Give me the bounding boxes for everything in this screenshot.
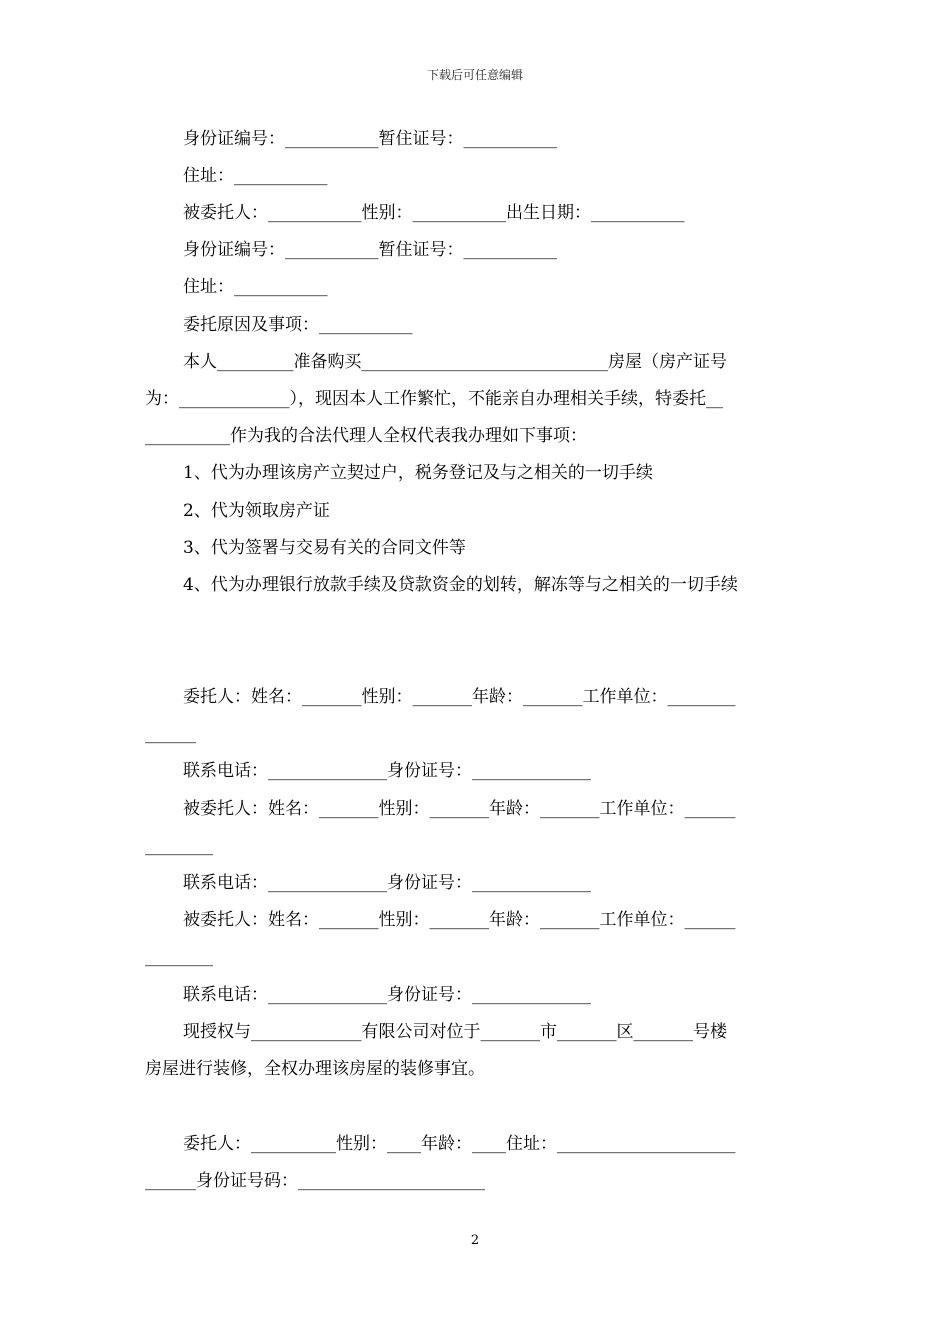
text-line: 住址：___________ [183, 166, 328, 186]
text-line: 联系电话：______________身份证号：______________ [183, 985, 591, 1005]
text-line: 身份证编号：___________暂住证号：___________ [183, 129, 557, 149]
text-line: 委托人：姓名：_______性别：_______年龄：_______工作单位：________ [183, 687, 736, 707]
page-number: 2 [470, 1233, 480, 1248]
text-line: 联系电话：______________身份证号：______________ [183, 761, 591, 781]
text-line: ______ [145, 724, 196, 744]
text-line: 本人_________准备购买_____________________________房屋（房产证号 [183, 352, 727, 372]
text-line: ________ [145, 947, 213, 967]
text-line: 2、代为领取房产证 [183, 501, 330, 521]
text-line: 被委托人：___________性别：___________出生日期：___________ [183, 203, 685, 223]
text-line: 被委托人：姓名：_______性别：_______年龄：_______工作单位：______ [183, 910, 736, 930]
text-line: 1、代为办理该房产立契过户，税务登记及与之相关的一切手续 [183, 463, 653, 483]
text-line: 身份证编号：___________暂住证号：___________ [183, 240, 557, 260]
page-header: 下载后可任意编辑 [426, 68, 523, 82]
text-line: __________作为我的合法代理人全权代表我办理如下事项： [145, 426, 587, 446]
text-line: 为：_____________），现因本人工作繁忙，不能亲自办理相关手续，特委托__ [145, 389, 723, 409]
text-line: 现授权与_____________有限公司对位于_______市_______区_______号楼 [183, 1022, 727, 1042]
text-line: 房屋进行装修，全权办理该房屋的装修事宜。 [145, 1059, 485, 1079]
text-line: ______身份证号码：______________________ [145, 1171, 485, 1191]
text-line: 住址：___________ [183, 277, 328, 297]
text-line: 被委托人：姓名：_______性别：_______年龄：_______工作单位：______ [183, 799, 736, 819]
text-line: ________ [145, 836, 213, 856]
text-line: 委托人：__________性别：____年龄：____住址：_____________________ [183, 1134, 736, 1154]
text-line: 4、代为办理银行放款手续及贷款资金的划转，解冻等与之相关的一切手续 [183, 575, 738, 595]
text-line: 3、代为签署与交易有关的合同文件等 [183, 538, 466, 558]
text-line: 联系电话：______________身份证号：______________ [183, 873, 591, 893]
text-line: 委托原因及事项：___________ [183, 315, 413, 335]
